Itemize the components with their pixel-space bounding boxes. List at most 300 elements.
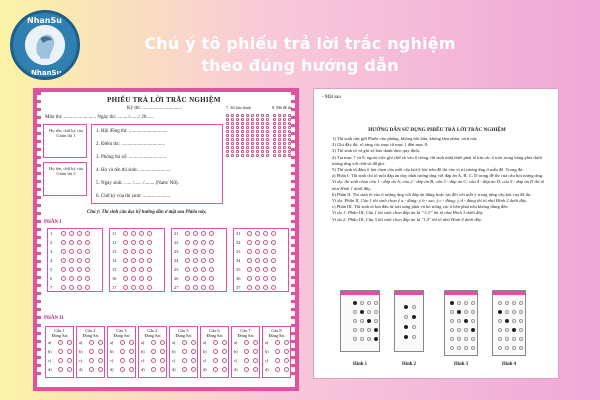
timing-mark <box>37 316 41 319</box>
answer-bubble <box>85 231 90 236</box>
digit-bubble <box>246 130 249 133</box>
field-exam-site: 2. Điểm thi: ................................... <box>96 142 166 147</box>
figure-bubble <box>450 310 454 314</box>
instruction-line: b) Phần II. Thí sinh tô vào ô tương ứng với đáp án đúng hoặc sai đối với mỗi ý trong từng câu hỏi của đề thi. <box>332 191 532 197</box>
statement-row <box>232 365 259 374</box>
answer-bubble <box>255 240 260 245</box>
question-row <box>172 247 226 256</box>
false-bubble <box>253 367 258 372</box>
figure-bubble <box>505 319 509 323</box>
figure-bubble <box>505 301 509 305</box>
digit-bubble <box>288 154 291 157</box>
false-bubble <box>160 349 165 354</box>
answer-bubble <box>255 276 260 281</box>
false-bubble <box>222 349 227 354</box>
digit-bubble <box>278 146 281 149</box>
digit-bubble <box>283 114 286 117</box>
timing-mark <box>291 92 295 95</box>
answer-bubble <box>255 258 260 263</box>
figure-bubble <box>360 301 364 305</box>
digit-bubble <box>278 118 281 121</box>
timing-mark <box>291 284 295 287</box>
false-bubble <box>129 349 134 354</box>
timing-mark <box>37 212 41 215</box>
timing-mark <box>37 308 41 311</box>
true-bubble <box>151 358 156 363</box>
digit-bubble <box>283 138 286 141</box>
figure-bubble <box>505 337 509 341</box>
timing-mark <box>291 276 295 279</box>
statement-row <box>201 338 228 347</box>
answer-bubble <box>69 276 74 281</box>
answer-bubble <box>271 231 276 236</box>
false-bubble <box>98 349 103 354</box>
false-bubble <box>191 340 196 345</box>
answer-bubble <box>185 285 190 290</box>
true-bubble <box>89 340 94 345</box>
statement-row <box>201 356 228 365</box>
digit-bubble <box>256 118 259 121</box>
answer-bubble <box>123 258 128 263</box>
question-number: 25 <box>174 267 179 272</box>
question-number: 17 <box>112 285 117 290</box>
false-bubble <box>284 358 289 363</box>
question-row <box>172 229 226 238</box>
timing-mark <box>37 148 41 151</box>
statement-row <box>77 365 104 374</box>
candidate-info-box <box>91 124 223 204</box>
true-bubble <box>58 358 63 363</box>
true-bubble <box>275 349 280 354</box>
answer-bubble <box>201 231 206 236</box>
answer-bubble <box>61 240 66 245</box>
figure-bubble <box>353 319 357 323</box>
timing-mark <box>37 92 41 95</box>
digit-bubble <box>288 134 291 137</box>
answer-bubble <box>139 231 144 236</box>
question-number: 14 <box>112 258 117 263</box>
answer-bubble <box>85 240 90 245</box>
timing-mark <box>291 340 295 343</box>
true-bubble <box>244 358 249 363</box>
digit-bubble <box>256 146 259 149</box>
question-row <box>110 238 164 247</box>
false-bubble <box>98 367 103 372</box>
statement-letter: d) <box>203 367 207 372</box>
timing-mark <box>37 236 41 239</box>
part-1-question-block <box>233 228 289 292</box>
statement-letter: c) <box>141 358 145 363</box>
digit-bubble <box>266 130 269 133</box>
statement-row <box>263 347 290 356</box>
timing-mark <box>291 188 295 191</box>
answer-bubble <box>247 231 252 236</box>
instruction-line: 1) Thí sinh cần giữ Phiếu cho phẳng, không bôi bẩn, không làm nhàu, rách nát; <box>332 136 478 141</box>
figure-bubble <box>374 328 378 332</box>
true-bubble <box>244 349 249 354</box>
digit-bubble <box>251 150 254 153</box>
statement-row <box>108 347 135 356</box>
timing-mark <box>291 100 295 103</box>
digit-bubble <box>241 138 244 141</box>
answer-bubble <box>77 285 82 290</box>
false-bubble <box>160 367 165 372</box>
question-number: 12 <box>112 240 117 245</box>
answer-bubble <box>139 258 144 263</box>
answer-bubble <box>255 285 260 290</box>
question-row <box>110 265 164 274</box>
figure-bubble <box>367 310 371 314</box>
question-row <box>172 238 226 247</box>
digit-bubble <box>246 126 249 129</box>
digit-bubble <box>226 122 229 125</box>
false-bubble <box>284 349 289 354</box>
answer-bubble <box>263 249 268 254</box>
question-number: 16 <box>112 276 117 281</box>
digit-bubble <box>246 118 249 121</box>
timing-mark <box>291 228 295 231</box>
proctor-1-label: Họ tên, chữ ký của Giám thị 1 <box>48 128 84 138</box>
answer-bubble <box>77 249 82 254</box>
digit-bubble <box>246 114 249 117</box>
true-false-header: Đúng Sai <box>51 333 68 338</box>
figure-bubble <box>367 319 371 323</box>
true-false-header: Đúng Sai <box>144 333 161 338</box>
digit-bubble <box>236 146 239 149</box>
digit-bubble <box>261 126 264 129</box>
question-number: 34 <box>236 258 241 263</box>
figure-bubble <box>404 335 408 339</box>
field-candidate-name: 4. Họ và tên thí sinh: ......................... <box>96 168 171 173</box>
instruction-line: 3) Thí sinh tô và ghi số báo danh theo quy định. <box>332 148 420 154</box>
true-bubble <box>151 340 156 345</box>
statement-row <box>170 338 197 347</box>
figure-bubble <box>367 301 371 305</box>
digit-bubble <box>278 126 281 129</box>
statement-letter: a) <box>48 340 52 345</box>
instruction-line: 5) Thí sinh tô đậm ô lựa chọn cho mỗi câu hỏi/ý hỏi trên đề thi vào vị trí tương ứng ở mẫu đề. Trong đó: <box>332 167 524 173</box>
answer-bubble <box>209 231 214 236</box>
digit-bubble <box>251 138 254 141</box>
digit-bubble <box>288 118 291 121</box>
timing-mark <box>37 140 41 143</box>
digit-bubble <box>226 134 229 137</box>
digit-bubble <box>256 126 259 129</box>
answer-bubble <box>123 231 128 236</box>
false-bubble <box>129 367 134 372</box>
digit-bubble <box>246 142 249 145</box>
digit-bubble <box>261 146 264 149</box>
digit-bubble <box>236 138 239 141</box>
answer-bubble <box>185 240 190 245</box>
digit-bubble <box>278 154 281 157</box>
answer-bubble <box>201 249 206 254</box>
digit-bubble <box>266 146 269 149</box>
timing-mark <box>291 180 295 183</box>
part-2-question-block <box>107 326 136 378</box>
digit-bubble <box>241 146 244 149</box>
answer-bubble <box>201 276 206 281</box>
proctor-1-box <box>43 124 87 158</box>
question-row <box>234 274 288 283</box>
statement-row <box>263 365 290 374</box>
answer-bubble <box>193 240 198 245</box>
figure-bubble <box>519 328 523 332</box>
question-number: 27 <box>174 285 179 290</box>
true-bubble <box>120 358 125 363</box>
answer-bubble <box>131 267 136 272</box>
timing-mark <box>37 108 41 111</box>
question-title: Câu 4 <box>147 328 158 333</box>
answer-sheet-title: PHIẾU TRẢ LỜI TRẮC NGHIỆM <box>107 96 221 104</box>
false-bubble <box>67 340 72 345</box>
figure-bubble <box>512 310 516 314</box>
digit-bubble <box>283 150 286 153</box>
digit-bubble <box>231 122 234 125</box>
statement-letter: a) <box>172 340 176 345</box>
digit-bubble <box>266 134 269 137</box>
digit-bubble <box>231 146 234 149</box>
true-bubble <box>182 349 187 354</box>
question-row <box>172 265 226 274</box>
proctor-2-label: Họ tên, chữ ký của Giám thị 2 <box>48 166 84 176</box>
question-number: 33 <box>236 249 241 254</box>
true-bubble <box>120 349 125 354</box>
answer-bubble <box>255 267 260 272</box>
digit-bubble <box>226 154 229 157</box>
true-bubble <box>58 349 63 354</box>
answer-bubble <box>61 267 66 272</box>
answer-bubble <box>147 258 152 263</box>
timing-mark <box>37 244 41 247</box>
true-false-header: Đúng Sai <box>113 333 130 338</box>
figure-bubble <box>471 301 475 305</box>
true-bubble <box>213 349 218 354</box>
statement-letter: a) <box>203 340 207 345</box>
timing-mark <box>291 332 295 335</box>
digit-bubble <box>261 122 264 125</box>
digit-bubble <box>273 114 276 117</box>
digit-bubble <box>261 118 264 121</box>
digit-bubble <box>241 114 244 117</box>
figure-bubble <box>412 305 416 309</box>
digit-bubble <box>273 150 276 153</box>
question-title: Câu 2 <box>85 328 96 333</box>
timing-mark <box>37 332 41 335</box>
timing-mark <box>37 324 41 327</box>
digit-bubble <box>256 122 259 125</box>
timing-mark <box>291 316 295 319</box>
digit-bubble <box>246 122 249 125</box>
field-signature: 6. Chữ ký của thí sinh: ...................... <box>96 194 171 199</box>
exam-code-bubble-grid <box>273 114 292 157</box>
true-bubble <box>182 358 187 363</box>
answer-bubble <box>61 285 66 290</box>
question-title: Câu 1 <box>54 328 65 333</box>
question-number: 11 <box>112 231 117 236</box>
timing-mark <box>291 196 295 199</box>
digit-bubble <box>246 154 249 157</box>
digit-bubble <box>241 142 244 145</box>
answer-bubble <box>193 276 198 281</box>
true-bubble <box>151 349 156 354</box>
answer-bubble <box>85 285 90 290</box>
statement-letter: a) <box>234 340 238 345</box>
true-bubble <box>213 367 218 372</box>
figure-bubble <box>471 310 475 314</box>
timing-mark <box>291 292 295 295</box>
answer-bubble <box>77 267 82 272</box>
answer-bubble <box>209 276 214 281</box>
figure-bubble <box>498 319 502 323</box>
digit-bubble <box>231 154 234 157</box>
true-bubble <box>275 340 280 345</box>
timing-mark <box>37 356 41 359</box>
statement-row <box>77 356 104 365</box>
digit-bubble <box>261 154 264 157</box>
question-number: 13 <box>112 249 117 254</box>
digit-bubble <box>256 134 259 137</box>
timing-mark <box>291 212 295 215</box>
answer-bubble <box>271 267 276 272</box>
digit-bubble <box>231 150 234 153</box>
digit-bubble <box>246 150 249 153</box>
digit-bubble <box>273 146 276 149</box>
question-row <box>110 229 164 238</box>
true-bubble <box>89 367 94 372</box>
answer-bubble <box>247 276 252 281</box>
question-row <box>110 247 164 256</box>
digit-bubble <box>283 154 286 157</box>
timing-mark <box>37 164 41 167</box>
instructions-body <box>332 136 546 223</box>
question-row <box>172 256 226 265</box>
statement-row <box>108 338 135 347</box>
answer-bubble <box>139 267 144 272</box>
question-row <box>48 247 102 256</box>
answer-bubble <box>61 249 66 254</box>
answer-bubble <box>77 231 82 236</box>
digit-bubble <box>278 150 281 153</box>
figure-bubble <box>505 310 509 314</box>
answer-bubble <box>201 267 206 272</box>
question-row <box>172 274 226 283</box>
figure-bubble <box>360 319 364 323</box>
answer-bubble <box>263 285 268 290</box>
statement-letter: d) <box>234 367 238 372</box>
sheet-note: Chú ý: Thí sinh cần đọc kỹ hướng dẫn ở mặt sau Phiếu này. <box>87 210 207 215</box>
statement-row <box>232 338 259 347</box>
figure-bubble <box>374 301 378 305</box>
digit-bubble <box>256 114 259 117</box>
figure-bubble <box>512 337 516 341</box>
statement-letter: b) <box>234 349 238 354</box>
part-2-label: PHẦN II <box>44 316 64 321</box>
instruction-line: 2) Ghi đầy đủ, rõ ràng các mục từ mục 1 đến mục 8; <box>332 142 429 148</box>
false-bubble <box>253 349 258 354</box>
question-row <box>48 274 102 283</box>
question-title: Câu 8 <box>271 328 282 333</box>
digit-bubble <box>251 154 254 157</box>
digit-bubble <box>226 114 229 117</box>
statement-row <box>46 365 73 374</box>
digit-bubble <box>288 138 291 141</box>
timing-mark <box>37 268 41 271</box>
statement-row <box>170 365 197 374</box>
part-1-question-block <box>171 228 227 292</box>
figure-bubble <box>471 346 475 350</box>
digit-bubble <box>266 142 269 145</box>
figure-4 <box>492 290 526 356</box>
true-bubble <box>89 349 94 354</box>
statement-row <box>46 356 73 365</box>
question-header <box>232 328 259 338</box>
figure-bubble <box>457 346 461 350</box>
true-bubble <box>244 367 249 372</box>
answer-bubble <box>77 240 82 245</box>
digit-bubble <box>288 146 291 149</box>
answer-bubble <box>271 276 276 281</box>
digit-bubble <box>251 134 254 137</box>
digit-bubble <box>273 126 276 129</box>
answer-bubble <box>147 231 152 236</box>
figure-bubble <box>471 319 475 323</box>
answer-bubble <box>209 249 214 254</box>
timing-mark <box>291 324 295 327</box>
figure-4-caption: Hình 4 <box>502 362 516 367</box>
answer-bubble <box>131 285 136 290</box>
digit-bubble <box>251 130 254 133</box>
answer-bubble <box>147 276 152 281</box>
figure-bubble <box>374 310 378 314</box>
digit-bubble <box>241 134 244 137</box>
digit-bubble <box>283 126 286 129</box>
false-bubble <box>222 358 227 363</box>
figure-bubble <box>360 328 364 332</box>
statement-letter: d) <box>110 367 114 372</box>
question-header <box>77 328 104 338</box>
timing-mark <box>37 204 41 207</box>
part-2-question-block <box>45 326 74 378</box>
question-number: 35 <box>236 267 241 272</box>
statement-letter: d) <box>172 367 176 372</box>
true-bubble <box>58 340 63 345</box>
figure-bubble <box>498 328 502 332</box>
true-false-header: Đúng Sai <box>237 333 254 338</box>
statement-row <box>77 338 104 347</box>
timing-mark <box>37 252 41 255</box>
digit-bubble <box>266 138 269 141</box>
false-bubble <box>253 358 258 363</box>
figure-bubble <box>512 319 516 323</box>
answer-bubble <box>263 240 268 245</box>
figure-2 <box>394 290 424 352</box>
digit-bubble <box>226 126 229 129</box>
figure-bubble <box>498 310 502 314</box>
digit-bubble <box>241 122 244 125</box>
statement-letter: c) <box>110 358 114 363</box>
statement-letter: b) <box>172 349 176 354</box>
digit-bubble <box>256 138 259 141</box>
figure-bubble <box>512 301 516 305</box>
question-row <box>234 283 288 292</box>
false-bubble <box>191 358 196 363</box>
digit-bubble <box>266 150 269 153</box>
question-number: 31 <box>236 231 241 236</box>
statement-letter: d) <box>141 367 145 372</box>
answer-bubble <box>247 258 252 263</box>
statement-letter: c) <box>203 358 207 363</box>
